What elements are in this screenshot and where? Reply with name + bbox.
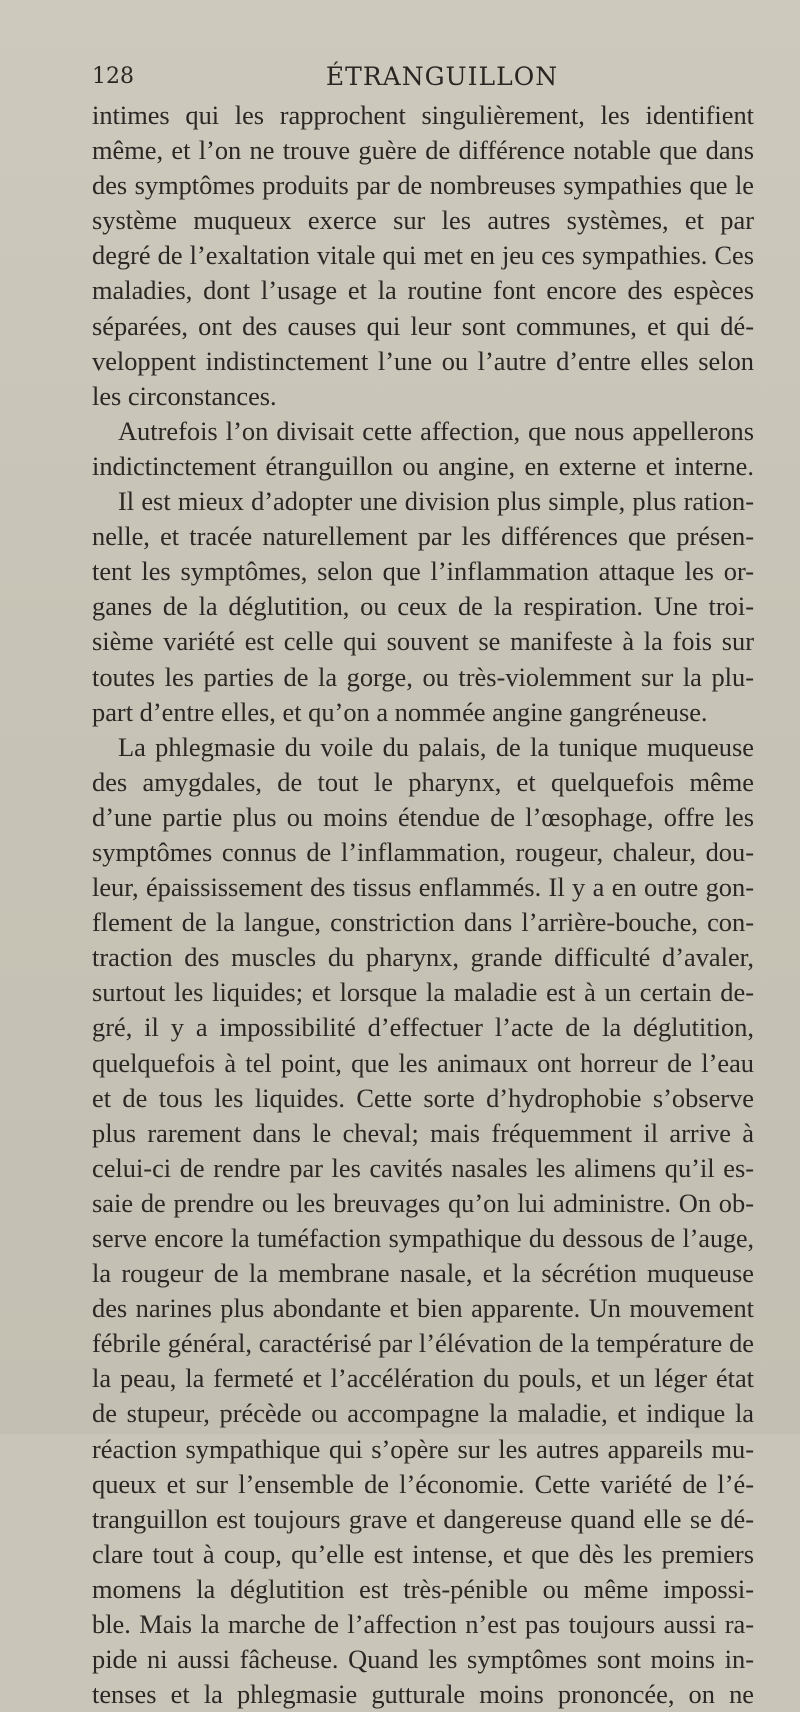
- text-line: plus rarement dans le cheval; mais fréquemment il arrive à: [92, 1117, 754, 1148]
- text-line: saie de prendre ou les breuvages qu’on lui administre. On ob-: [92, 1187, 754, 1218]
- text-line: veloppent indistinctement l’une ou l’autre d’entre elles selon: [92, 345, 754, 376]
- text-line: La phlegmasie du voile du palais, de la tunique muqueuse: [118, 731, 754, 762]
- text-line: gré, il y a impossibilité d’effectuer l’acte de la déglutition,: [92, 1012, 754, 1043]
- text-line: clare tout à coup, qu’elle est intense, et que dès les premiers: [92, 1538, 754, 1569]
- running-title: ÉTRANGUILLON: [325, 62, 559, 91]
- text-line: pide ni aussi fâcheuse. Quand les symptômes sont moins in-: [92, 1644, 754, 1675]
- text-line: serve encore la tuméfaction sympathique du dessous de l’auge,: [92, 1224, 754, 1253]
- text-line: Il est mieux d’adopter une division plus simple, plus ration-: [118, 486, 754, 517]
- text-line: leur, épaississement des tissus enflammés. Il y a en outre gon-: [92, 872, 754, 903]
- text-line: des narines plus abondante et bien apparente. Un mouvement: [92, 1293, 754, 1324]
- body-text: [92, 98, 754, 1712]
- text-line: de stupeur, précède ou accompagne la maladie, et indique la: [92, 1398, 754, 1429]
- text-line: tenses et la phlegmasie gutturale moins prononcée, on ne: [92, 1679, 754, 1710]
- text-line: symptômes connus de l’inflammation, rougeur, chaleur, dou-: [92, 836, 754, 867]
- text-line: indictinctement étranguillon ou angine, en externe et interne.: [92, 450, 754, 481]
- text-line: d’une partie plus ou moins étendue de l’œsophage, offre les: [92, 801, 754, 832]
- text-line: quelquefois à tel point, que les animaux ont horreur de l’eau: [92, 1047, 754, 1078]
- page-number: 128: [92, 64, 134, 89]
- text-line: la peau, la fermeté et l’accélération du pouls, et un léger état: [92, 1363, 754, 1394]
- text-line: degré de l’exaltation vitale qui met en jeu ces sympathies. Ces: [92, 240, 754, 271]
- text-line: sième variété est celle qui souvent se manifeste à la fois sur: [92, 626, 754, 657]
- text-line: tent les symptômes, selon que l’inflammation attaque les or-: [92, 556, 754, 587]
- text-line: traction des muscles du pharynx, grande difficulté d’avaler,: [92, 942, 754, 973]
- text-line: surtout les liquides; et lorsque la maladie est à un certain de-: [92, 977, 754, 1008]
- text-line: ble. Mais la marche de l’affection n’est pas toujours aussi ra-: [92, 1609, 754, 1640]
- text-line: momens la déglutition est très-pénible ou même impossi-: [92, 1573, 754, 1604]
- text-line: Autrefois l’on divisait cette affection, que nous appellerons: [118, 415, 754, 446]
- text-line: et de tous les liquides. Cette sorte d’hydrophobie s’observe: [92, 1082, 754, 1113]
- text-line: les circonstances.: [92, 380, 277, 411]
- text-line: fébrile général, caractérisé par l’élévation de la température de: [92, 1328, 754, 1359]
- text-line: celui-ci de rendre par les cavités nasales les alimens qu’il es-: [92, 1152, 754, 1183]
- text-line: toutes les parties de la gorge, ou très-violemment sur la plu-: [92, 661, 754, 692]
- text-line: flement de la langue, constriction dans l’arrière-bouche, con-: [92, 907, 754, 938]
- text-line: la rougeur de la membrane nasale, et la sécrétion muqueuse: [92, 1258, 754, 1289]
- text-line: système muqueux exerce sur les autres systèmes, et par: [92, 205, 754, 236]
- text-line: réaction sympathique qui s’opère sur les autres appareils mu-: [92, 1433, 754, 1464]
- text-line: maladies, dont l’usage et la routine font encore des espèces: [92, 275, 754, 306]
- text-line: intimes qui les rapprochent singulièrement, les identifient: [92, 100, 754, 130]
- text-line: séparées, ont des causes qui leur sont communes, et qui dé-: [92, 310, 754, 341]
- text-line: nelle, et tracée naturellement par les différences que présen-: [92, 521, 754, 552]
- page-header: [92, 60, 752, 94]
- text-line: ganes de la déglutition, ou ceux de la respiration. Une troi-: [92, 591, 754, 622]
- text-line: tranguillon est toujours grave et dangereuse quand elle se dé-: [92, 1503, 754, 1534]
- text-line: des amygdales, de tout le pharynx, et quelquefois même: [92, 766, 754, 797]
- text-line: même, et l’on ne trouve guère de différence notable que dans: [92, 135, 754, 166]
- text-line: des symptômes produits par de nombreuses sympathies que le: [92, 170, 754, 201]
- text-line: part d’entre elles, et qu’on a nommée angine gangréneuse.: [92, 696, 708, 727]
- text-line: queux et sur l’ensemble de l’économie. Cette variété de l’é-: [92, 1468, 754, 1499]
